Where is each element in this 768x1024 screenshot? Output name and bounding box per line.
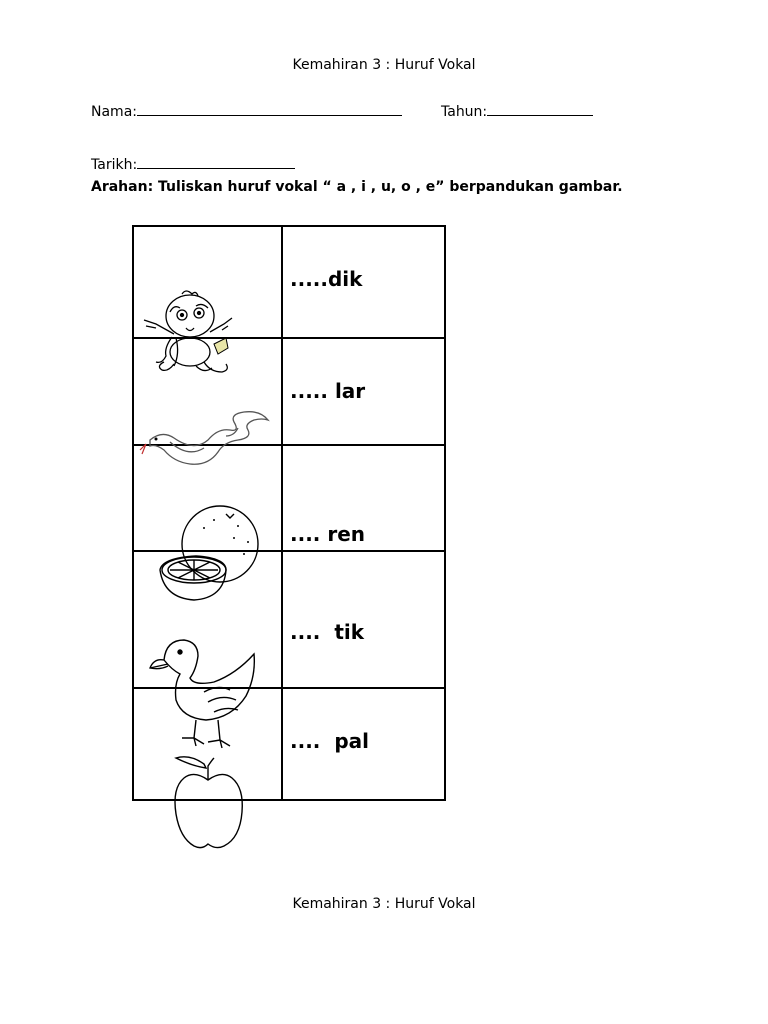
tahun-label: Tahun: <box>441 104 488 120</box>
footer-title: Kemahiran 3 : Huruf Vokal <box>292 896 476 912</box>
word-cell[interactable] <box>282 445 445 551</box>
word-text: .... ren <box>290 522 366 546</box>
table-row <box>133 551 445 688</box>
word-text: .... pal <box>290 729 369 753</box>
apple-icon <box>134 744 281 856</box>
tarikh-blank[interactable] <box>137 154 295 169</box>
table-row <box>133 688 445 800</box>
picture-cell <box>133 551 282 688</box>
word-cell[interactable] <box>282 338 445 445</box>
nama-blank[interactable] <box>137 101 402 116</box>
word-text: .... tik <box>290 620 365 644</box>
nama-field <box>91 101 402 120</box>
picture-cell <box>133 445 282 551</box>
page-title: Kemahiran 3 : Huruf Vokal <box>292 57 476 73</box>
word-cell[interactable] <box>282 551 445 688</box>
table-row <box>133 226 445 338</box>
worksheet-table <box>132 225 446 801</box>
nama-label: Nama: <box>91 104 137 120</box>
picture-cell <box>133 226 282 338</box>
tarikh-field <box>91 154 295 173</box>
word-text: .....dik <box>290 267 363 291</box>
picture-cell <box>133 338 282 445</box>
instruction: Arahan: Tuliskan huruf vokal “ a , i , u, o , e” berpandukan gambar. <box>91 179 623 195</box>
table-row <box>133 445 445 551</box>
tahun-field <box>441 101 593 120</box>
tarikh-label: Tarikh: <box>91 157 138 173</box>
picture-cell <box>133 688 282 800</box>
tahun-blank[interactable] <box>487 101 593 116</box>
word-cell[interactable] <box>282 226 445 338</box>
table-row <box>133 338 445 445</box>
word-cell[interactable] <box>282 688 445 800</box>
word-text: ..... lar <box>290 379 366 403</box>
